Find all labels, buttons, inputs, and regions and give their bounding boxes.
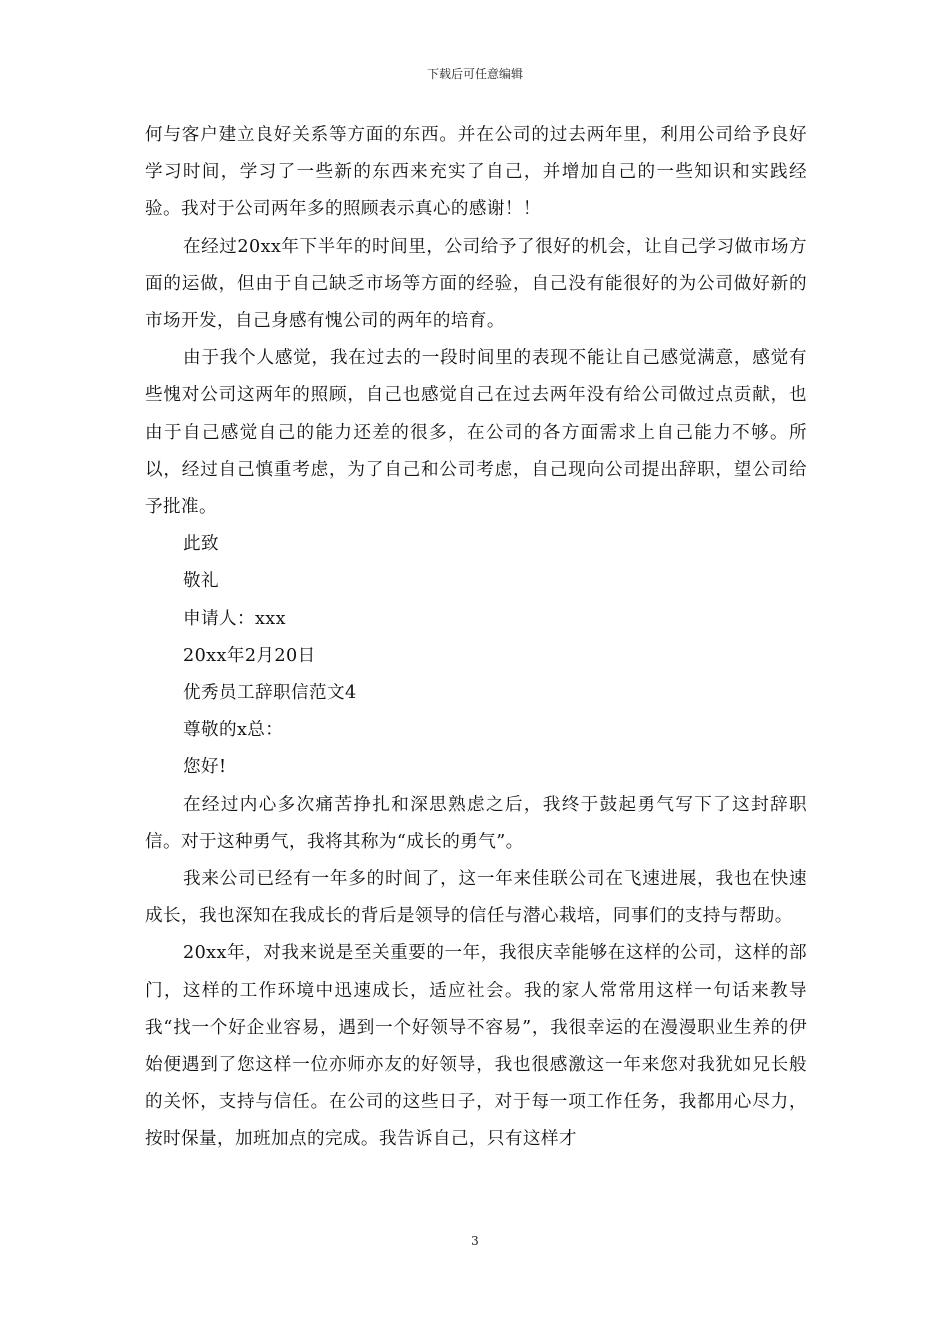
closing-regards: 敬礼 <box>183 571 219 592</box>
greeting-recipient: 尊敬的x总： <box>183 720 284 741</box>
closing-salutation: 此致 <box>183 534 219 555</box>
paragraph: 我来公司已经有一年多的时间了，这一年来佳联公司在飞速进展，我也在快速成长，我也深知在我成长的背后是领导的信任与潜心栽培，同事们的支持与帮助。 <box>145 869 807 927</box>
paragraph: 在经过内心多次痛苦挣扎和深思熟虑之后，我终于鼓起勇气写下了这封辞职信。对于这种勇气，我将其称为“成长的勇气”。 <box>145 794 807 852</box>
greeting: 您好! <box>183 757 227 778</box>
date-line: 20xx年2月20日 <box>183 645 316 666</box>
paragraph: 20xx年，对我来说是至关重要的一年，我很庆幸能够在这样的公司，这样的部门，这样的工作环境中迅速成长，适应社会。我的家人常常用这样一句话来教导我“找一个好企业容易，遇到一个好领导不容易”，我很幸运的在漫漫职业生养的伊始便遇到了您这样一位亦师亦友的好领导，我也很感激这一年来您对我犹如兄长般的关怀，支持与信任。在公司的这些日子，对于每一项工作任务，我都用心尽力，按时保量，加班加点的完成。我告诉自己，只有这样才 <box>145 943 807 1150</box>
document-body <box>145 117 807 1159</box>
paragraph: 在经过20xx年下半年的时间里，公司给予了很好的机会，让自己学习做市场方面的运做，但由于自己缺乏市场等方面的经验，自己没有能很好的为公司做好新的市场开发，自己身感有愧公司的两年的培育。 <box>145 236 807 332</box>
page-header: 下载后可任意编辑 <box>426 67 523 81</box>
applicant-line: 申请人：xxx <box>183 608 286 629</box>
paragraph-continuation: 何与客户建立良好关系等方面的东西。并在公司的过去两年里，利用公司给予良好学习时间，学习了一些新的东西来充实了自己，并增加自己的一些知识和实践经验。我对于公司两年多的照顾表示真心的感谢！！ <box>145 125 807 220</box>
paragraph: 由于我个人感觉，我在过去的一段时间里的表现不能让自己感觉满意，感觉有些愧对公司这两年的照顾，自己也感觉自己在过去两年没有给公司做过点贡献，也由于自己感觉自己的能力还差的很多，在公司的各方面需求上自己能力不够。所以，经过自己慎重考虑，为了自己和公司考虑，自己现向公司提出辞职，望公司给予批准。 <box>145 348 807 518</box>
page-number: 3 <box>471 1234 479 1248</box>
section-title: 优秀员工辞职信范文4 <box>183 683 357 704</box>
